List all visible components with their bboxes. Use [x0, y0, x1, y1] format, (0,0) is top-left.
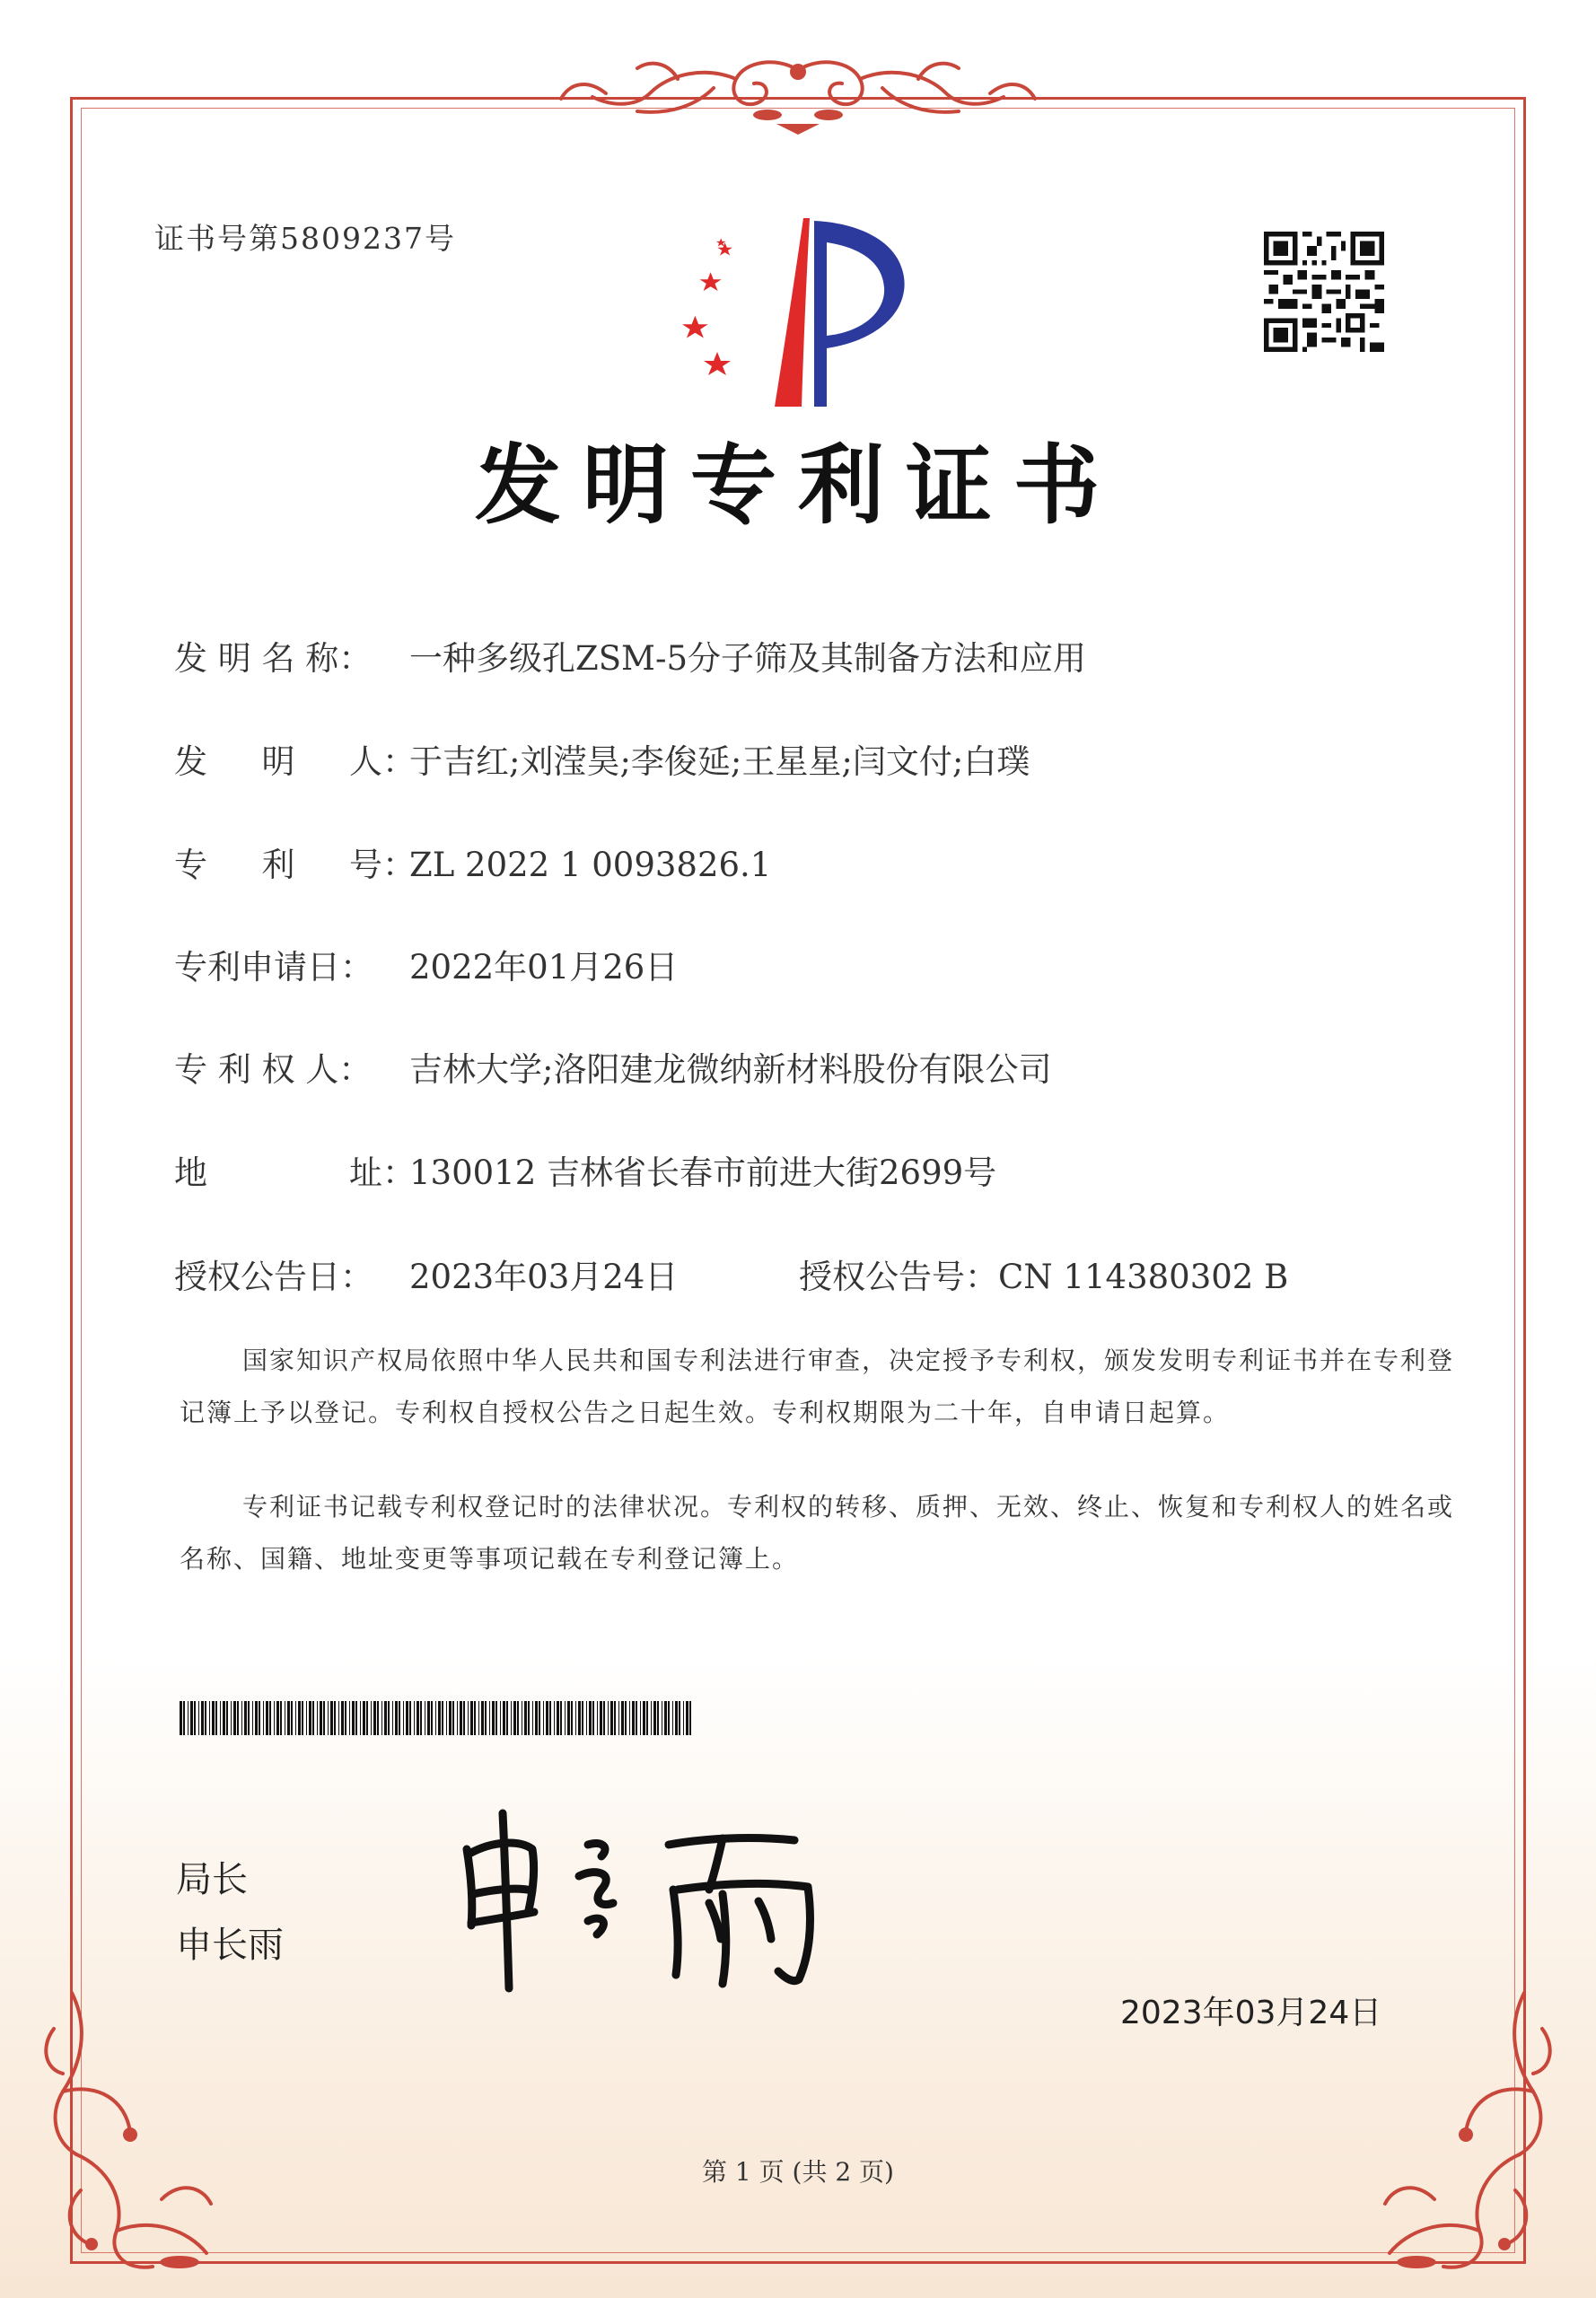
barcode-bar [643, 1701, 645, 1735]
barcode-bar [636, 1701, 637, 1735]
barcode-bar [431, 1701, 433, 1735]
barcode-bar [403, 1701, 404, 1735]
barcode-bar [373, 1701, 376, 1735]
barcode-bar [259, 1701, 260, 1735]
patentee-value: 吉林大学;洛阳建龙微纳新材料股份有限公司 [409, 1050, 1052, 1089]
barcode-bar [511, 1701, 512, 1735]
barcode-bar [263, 1701, 264, 1735]
barcode-bar [592, 1701, 594, 1735]
patent-number-value: ZL 2022 1 0093826.1 [409, 846, 772, 884]
barcode-bar [610, 1701, 613, 1735]
barcode-bar [597, 1701, 598, 1735]
patent-number-label: 专 利 号： [174, 846, 417, 884]
barcode-bar [495, 1701, 497, 1735]
barcode-bar [215, 1701, 217, 1735]
barcode-bar [549, 1701, 551, 1735]
barcode-bar [470, 1701, 473, 1735]
inventors-value: 于吉红;刘滢昊;李俊延;王星星;闫文付;白璞 [409, 742, 1030, 781]
invention-name-value: 一种多级孔ZSM-5分子筛及其制备方法和应用 [409, 639, 1086, 678]
barcode-bar [266, 1701, 268, 1735]
barcode-bar [435, 1701, 436, 1735]
patentee-label: 专 利 权 人： [174, 1050, 373, 1089]
barcode-bar [409, 1701, 411, 1735]
barcode-bar [500, 1701, 501, 1735]
bottom-left-ornament-icon [27, 1975, 242, 2280]
director-title: 局长 [176, 1859, 248, 1900]
grant-number-row [799, 1250, 1288, 1298]
barcode-bar [384, 1701, 387, 1735]
barcode-bar [233, 1701, 236, 1735]
grant-number-label: 授权公告号： [799, 1258, 998, 1296]
barcode-bar [554, 1701, 555, 1735]
barcode-bar [632, 1701, 635, 1735]
barcode-bar [212, 1701, 215, 1735]
barcode-bar [474, 1701, 476, 1735]
barcode-bar [399, 1701, 400, 1735]
grant-date-row [174, 1250, 678, 1298]
barcode-bar [532, 1701, 533, 1735]
barcode-bar [312, 1701, 314, 1735]
patentee-row [174, 1042, 1051, 1091]
patent-office-emblem-icon [678, 214, 929, 409]
barcode-bar [672, 1701, 673, 1735]
barcode-bar [338, 1701, 339, 1735]
barcode-bar [513, 1701, 516, 1735]
barcode-bar [571, 1701, 573, 1735]
page-number: 第 1 页 (共 2 页) [702, 2157, 894, 2187]
barcode-bar [295, 1701, 296, 1735]
barcode-bar [640, 1701, 641, 1735]
barcode-bar [306, 1701, 307, 1735]
barcode-bar [651, 1701, 652, 1735]
barcode-bar [360, 1701, 361, 1735]
barcode-bar [452, 1701, 454, 1735]
grant-date-label: 授权公告日： [174, 1258, 373, 1296]
issue-date: 2023年03月24日 [1120, 1995, 1382, 2031]
barcode-bar [683, 1701, 684, 1735]
barcode-bar [442, 1701, 443, 1735]
barcode-bar [621, 1701, 624, 1735]
barcode-bar [194, 1701, 196, 1735]
barcode-bar [287, 1701, 290, 1735]
barcode-bar [578, 1701, 581, 1735]
certificate-number: 证书号第5809237号 [154, 221, 456, 256]
barcode-bar [414, 1701, 415, 1735]
barcode-bar [546, 1701, 548, 1735]
barcode-bar [341, 1701, 344, 1735]
barcode-bar [618, 1701, 619, 1735]
barcode-bar [201, 1701, 204, 1735]
barcode-bar [468, 1701, 469, 1735]
barcode-bar [255, 1701, 258, 1735]
barcode-bar [657, 1701, 659, 1735]
barcode-bar [446, 1701, 447, 1735]
barcode-bar [406, 1701, 408, 1735]
barcode-bar [241, 1701, 242, 1735]
barcode-bar [492, 1701, 495, 1735]
barcode-bar [388, 1701, 390, 1735]
barcode-bar [653, 1701, 656, 1735]
invention-name-label: 发 明 名 称： [174, 639, 373, 678]
barcode-bar [381, 1701, 382, 1735]
inventors-label: 发 明 人： [174, 742, 417, 781]
barcode-bar [274, 1701, 275, 1735]
barcode-bar [503, 1701, 505, 1735]
legal-paragraph-1: 国家知识产权局依照中华人民共和国专利法进行审查，决定授予专利权，颁发发明专利证书并在专利登记簿上予以登记。专利权自授权公告之日起生效。专利权期限为二十年，自申请日起算。 [180, 1346, 1455, 1427]
address-value: 130012 吉林省长春市前进大街2699号 [409, 1153, 997, 1192]
barcode-bar [237, 1701, 239, 1735]
filing-date-label: 专利申请日： [174, 948, 373, 987]
address-label: 地 址： [174, 1153, 417, 1192]
barcode-bar [478, 1701, 479, 1735]
barcode-bar [190, 1701, 193, 1735]
patent-number-row [174, 838, 771, 886]
barcode-bar [226, 1701, 228, 1735]
barcode-bar [345, 1701, 346, 1735]
barcode-bar [528, 1701, 530, 1735]
barcode-bar [679, 1701, 680, 1735]
barcode-bar [614, 1701, 616, 1735]
barcode-bar [575, 1701, 576, 1735]
certificate-title: 发明专利证书 [475, 435, 1121, 536]
barcode-bar [392, 1701, 393, 1735]
director-name: 申长雨 [176, 1925, 284, 1966]
barcode-bar [276, 1701, 279, 1735]
barcode-bar [565, 1701, 566, 1735]
barcode-bar [481, 1701, 484, 1735]
barcode-bar [506, 1701, 508, 1735]
barcode-bar [223, 1701, 225, 1735]
barcode-bar [664, 1701, 667, 1735]
top-ornament-icon [552, 52, 1044, 142]
barcode-bar [309, 1701, 311, 1735]
barcode-bar [629, 1701, 630, 1735]
barcode-bar [328, 1701, 329, 1735]
barcode-bar [586, 1701, 587, 1735]
barcode-bar [291, 1701, 293, 1735]
barcode-bar [689, 1701, 691, 1735]
barcode-bar [363, 1701, 365, 1735]
barcode-bar [349, 1701, 350, 1735]
barcode-bar [188, 1701, 189, 1735]
barcode-bar [646, 1701, 648, 1735]
barcode-bar [420, 1701, 422, 1735]
barcode-bar [517, 1701, 519, 1735]
barcode-bar [377, 1701, 379, 1735]
barcode-bar [417, 1701, 419, 1735]
barcode-bar [557, 1701, 559, 1735]
barcode-bar [248, 1701, 250, 1735]
barcode-bar [371, 1701, 372, 1735]
barcode-bar [686, 1701, 688, 1735]
barcode-bar [220, 1701, 221, 1735]
barcode-bar [460, 1701, 462, 1735]
barcode-bar [209, 1701, 210, 1735]
barcode-bar [205, 1701, 206, 1735]
barcode-bar [280, 1701, 282, 1735]
qr-code-icon [1264, 232, 1384, 352]
grant-date-value: 2023年03月24日 [409, 1258, 679, 1296]
barcode-bar [252, 1701, 253, 1735]
barcode-bar [395, 1701, 398, 1735]
barcode-bar [543, 1701, 544, 1735]
barcode-bar [668, 1701, 670, 1735]
barcode-bar [567, 1701, 570, 1735]
barcode-bar [330, 1701, 333, 1735]
barcode-bar [449, 1701, 452, 1735]
barcode-bar [302, 1701, 303, 1735]
barcode-bar [180, 1701, 182, 1735]
barcode-bar [625, 1701, 627, 1735]
barcode-bar [603, 1701, 605, 1735]
filing-date-row [174, 940, 678, 988]
barcode-bar [231, 1701, 232, 1735]
barcode-bar [244, 1701, 247, 1735]
barcode-bar [352, 1701, 355, 1735]
bottom-right-ornament-icon [1354, 1975, 1569, 2280]
barcode-bar [438, 1701, 441, 1735]
barcode-bar [334, 1701, 336, 1735]
barcode-bar [463, 1701, 465, 1735]
legal-paragraph-2: 专利证书记载专利权登记时的法律状况。专利权的转移、质押、无效、终止、恢复和专利权人的姓名或名称、国籍、地址变更等事项记载在专利登记簿上。 [180, 1492, 1455, 1574]
signature-icon [453, 1804, 830, 1993]
barcode-bar [675, 1701, 678, 1735]
barcode-bar [355, 1701, 357, 1735]
filing-date-value: 2022年01月26日 [409, 948, 679, 987]
barcode-bar [485, 1701, 487, 1735]
barcode-bar [539, 1701, 540, 1735]
barcode-bar [589, 1701, 592, 1735]
barcode-bar [183, 1701, 185, 1735]
invention-name-row [174, 631, 1086, 680]
barcode-bar [269, 1701, 271, 1735]
grant-number-value: CN 114380302 B [998, 1258, 1289, 1296]
barcode-bar [608, 1701, 609, 1735]
barcode-bar [323, 1701, 325, 1735]
barcode-bar [582, 1701, 583, 1735]
barcode-bar [298, 1701, 301, 1735]
barcode-bar [600, 1701, 602, 1735]
inventors-row [174, 734, 1030, 783]
barcode-bar [366, 1701, 368, 1735]
barcode-bar [198, 1701, 199, 1735]
barcode-bar [560, 1701, 562, 1735]
barcode-bar [317, 1701, 318, 1735]
barcode-bar [457, 1701, 458, 1735]
barcode-bar [489, 1701, 490, 1735]
barcode-bar [427, 1701, 430, 1735]
barcode-bar [524, 1701, 527, 1735]
barcode-icon [180, 1701, 693, 1735]
address-row [174, 1145, 996, 1194]
barcode-bar [320, 1701, 322, 1735]
barcode-bar [535, 1701, 538, 1735]
